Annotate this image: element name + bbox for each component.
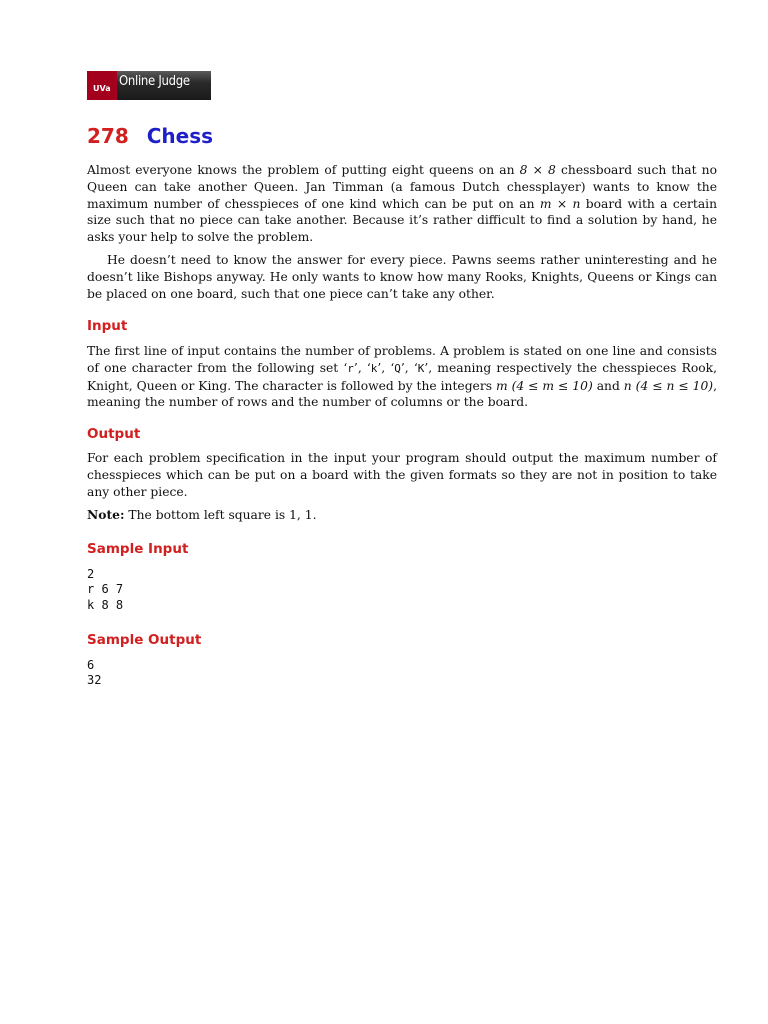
problem-number: 278 xyxy=(87,124,129,148)
text-run: ’, meaning respectively the chesspieces Rook, Knight, Queen or King. The character is followed by the integers xyxy=(87,360,718,393)
note-label: Note: xyxy=(87,507,125,523)
math-run: 1, 1 xyxy=(289,508,313,523)
code-run: k xyxy=(370,361,378,375)
input-heading: Input xyxy=(87,318,128,334)
output-heading: Output xyxy=(87,426,141,442)
text-run: and xyxy=(592,378,624,393)
text-run: The bottom left square is xyxy=(124,508,290,523)
code-run: K xyxy=(417,361,425,375)
code-run: r xyxy=(347,361,354,375)
sample-output-heading: Sample Output xyxy=(87,632,202,648)
math-run: 8 × 8 xyxy=(519,163,556,177)
text-run: ’, ‘ xyxy=(377,360,395,375)
problem-statement xyxy=(87,162,717,302)
sample-input-heading: Sample Input xyxy=(87,541,189,557)
math-run: n (4 ≤ n ≤ 10) xyxy=(623,378,714,393)
problem-name: Chess xyxy=(146,124,214,148)
math-run: m (4 ≤ m ≤ 10) xyxy=(495,378,593,393)
note-paragraph xyxy=(87,507,717,524)
text-run: Almost everyone knows the problem of putting eight queens on an xyxy=(87,163,520,177)
text-run: board with a certain size such that no piece can take another. Because it’s rather difficult to find a solution by hand, he asks your help to solve the problem. xyxy=(87,196,717,245)
logo-badge: UVa xyxy=(87,71,117,100)
text-run: chessboard such that no Queen can take another Queen. Jan Timman (a famous Dutch chessplayer) wants to know the maximum number of chesspieces of one kind which can be put on an xyxy=(87,163,717,211)
sample-output-block: 6 32 xyxy=(87,658,102,688)
text-run: The first line of input contains the number of problems. A problem is stated on one line and consists of one character from the following set ‘ xyxy=(87,344,717,375)
output-paragraph: For each problem specification in the input your program should output the maximum number of chesspieces which can be put on a board with the given formats so they are not in position to take any other piece. xyxy=(87,451,717,499)
text-run: ’, ‘ xyxy=(400,360,418,375)
sample-input-block: 2 r 6 7 k 8 8 xyxy=(87,567,124,612)
code-run: Q xyxy=(394,361,401,375)
text-run: ’, ‘ xyxy=(353,360,371,375)
input-description xyxy=(87,343,717,411)
text-run: , meaning the number of rows and the number of columns or the board. xyxy=(87,378,717,410)
statement-paragraph-1 xyxy=(87,162,717,246)
input-paragraph xyxy=(87,343,717,411)
text-run: . xyxy=(312,508,317,523)
math-run: m × n xyxy=(539,196,581,211)
output-description xyxy=(87,450,717,524)
problem-title xyxy=(87,124,213,148)
uva-online-judge-logo xyxy=(87,71,211,100)
statement-paragraph-2: He doesn’t need to know the answer for every piece. Pawns seems rather uninteresting and he doesn’t like Bishops anyway. He only wants to know how many Rooks, Knights, Queens or Kings can be placed on one board, such that one piece can’t take any other. xyxy=(87,252,717,301)
logo-text: Online Judge xyxy=(117,71,211,100)
